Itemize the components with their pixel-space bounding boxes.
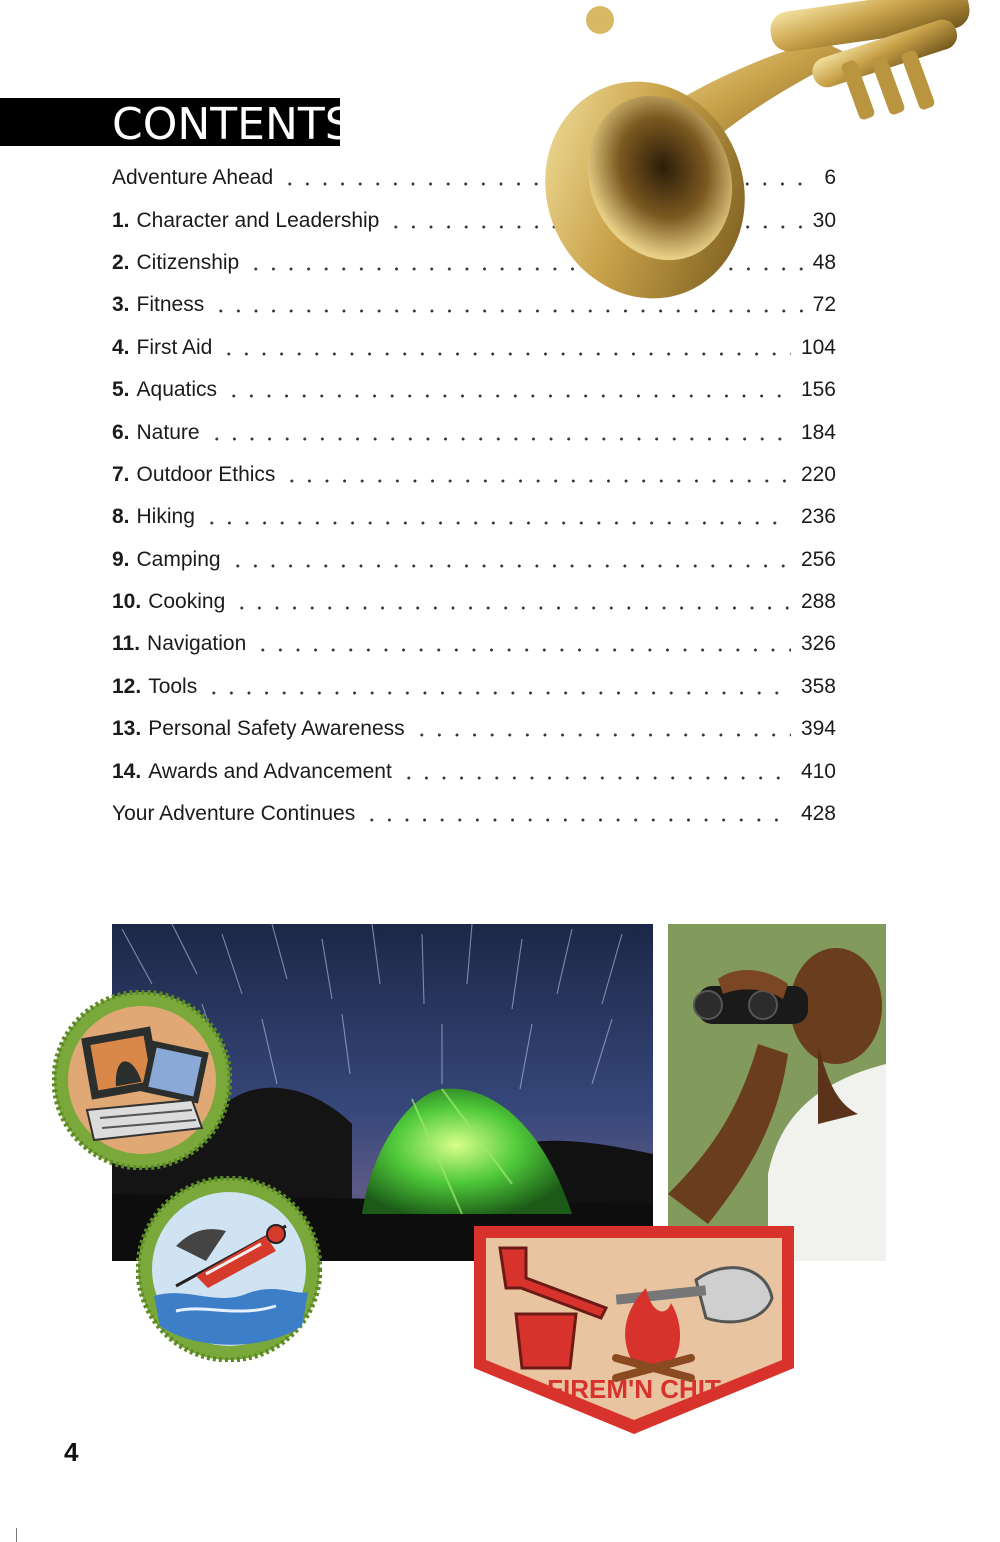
toc-entry-number: 7. (112, 462, 130, 486)
toc-entry-page: 358 (800, 674, 836, 698)
film-merit-badge (52, 990, 232, 1170)
toc-entry-page: 156 (800, 378, 836, 402)
toc-dot-leader (363, 818, 791, 822)
toc-entry-label: Navigation (147, 632, 247, 656)
toc-entry-page: 326 (800, 632, 836, 656)
toc-dot-leader (400, 776, 791, 780)
toc-entry-label: Fitness (136, 293, 205, 317)
toc-entry-page: 30 (812, 208, 836, 232)
toc-entry[interactable] (112, 411, 836, 453)
toc-entry-label: Aquatics (136, 378, 218, 402)
toc-entry-number: 11. (112, 632, 141, 656)
toc-entry[interactable] (112, 327, 836, 369)
toc-entry[interactable] (112, 666, 836, 708)
toc-entry-label: Camping (136, 547, 221, 571)
toc-entry-page: 48 (812, 250, 836, 274)
toc-dot-leader (254, 648, 791, 652)
toc-dot-leader (203, 521, 791, 525)
toc-entry-number: 12. (112, 674, 142, 698)
toc-entry-page: 288 (800, 590, 836, 614)
toc-dot-leader (229, 564, 791, 568)
toc-entry[interactable] (112, 369, 836, 411)
toc-entry-number: 14. (112, 759, 142, 783)
toc-entry[interactable] (112, 581, 836, 623)
toc-dot-leader (205, 691, 791, 695)
toc-dot-leader (413, 733, 791, 737)
toc-entry-label: Personal Safety Awareness (148, 717, 405, 741)
toc-entry-page: 220 (800, 462, 836, 486)
toc-entry-page: 104 (800, 335, 836, 359)
toc-entry-number: 8. (112, 505, 130, 529)
toc-entry-number: 3. (112, 293, 130, 317)
toc-entry-label: Awards and Advancement (148, 759, 392, 783)
toc-dot-leader (220, 352, 791, 356)
toc-entry-label: Citizenship (136, 250, 240, 274)
binoculars-photo (668, 924, 886, 1261)
toc-entry-number: 5. (112, 378, 130, 402)
toc-entry-number: 10. (112, 590, 142, 614)
page-title: CONTENTS (112, 99, 353, 150)
toc-entry-page: 394 (800, 717, 836, 741)
toc-entry-number: 9. (112, 547, 130, 571)
toc-dot-leader (208, 437, 791, 441)
patch-label: FIREM'N CHIT (547, 1374, 721, 1404)
toc-entry[interactable] (112, 539, 836, 581)
toc-dot-leader (233, 606, 791, 610)
toc-entry-number: 13. (112, 717, 142, 741)
toc-entry-label: First Aid (136, 335, 213, 359)
toc-entry-label: Tools (148, 674, 198, 698)
toc-entry-page: 256 (800, 547, 836, 571)
toc-dot-leader (225, 394, 791, 398)
toc-entry-label: Character and Leadership (136, 208, 380, 232)
toc-entry-page: 236 (800, 505, 836, 529)
toc-entry-number: 1. (112, 208, 130, 232)
toc-entry[interactable] (112, 454, 836, 496)
fly-fishing-merit-badge (136, 1176, 322, 1362)
toc-entry-label: Nature (136, 420, 200, 444)
toc-entry-page: 428 (800, 802, 836, 826)
toc-entry[interactable] (112, 708, 836, 750)
firemn-chit-patch (466, 1218, 802, 1440)
toc-entry-label: Cooking (148, 590, 226, 614)
toc-entry-label: Hiking (136, 505, 195, 529)
toc-entry[interactable] (112, 793, 836, 835)
toc-entry-label: Your Adventure Continues (112, 802, 356, 826)
toc-entry[interactable] (112, 496, 836, 538)
toc-entry-label: Adventure Ahead (112, 166, 274, 190)
toc-entry-label: Outdoor Ethics (136, 462, 276, 486)
toc-entry-number: 4. (112, 335, 130, 359)
toc-entry-page: 184 (800, 420, 836, 444)
crop-mark (16, 1528, 17, 1542)
toc-entry[interactable] (112, 750, 836, 792)
toc-entry-page: 410 (800, 759, 836, 783)
trumpet-photo (520, 0, 1000, 320)
toc-entry-page: 6 (824, 166, 836, 190)
toc-entry-number: 2. (112, 250, 130, 274)
toc-entry-page: 72 (812, 293, 836, 317)
page-number: 4 (64, 1437, 79, 1467)
toc-entry[interactable] (112, 623, 836, 665)
toc-dot-leader (283, 479, 791, 483)
toc-entry-number: 6. (112, 420, 130, 444)
